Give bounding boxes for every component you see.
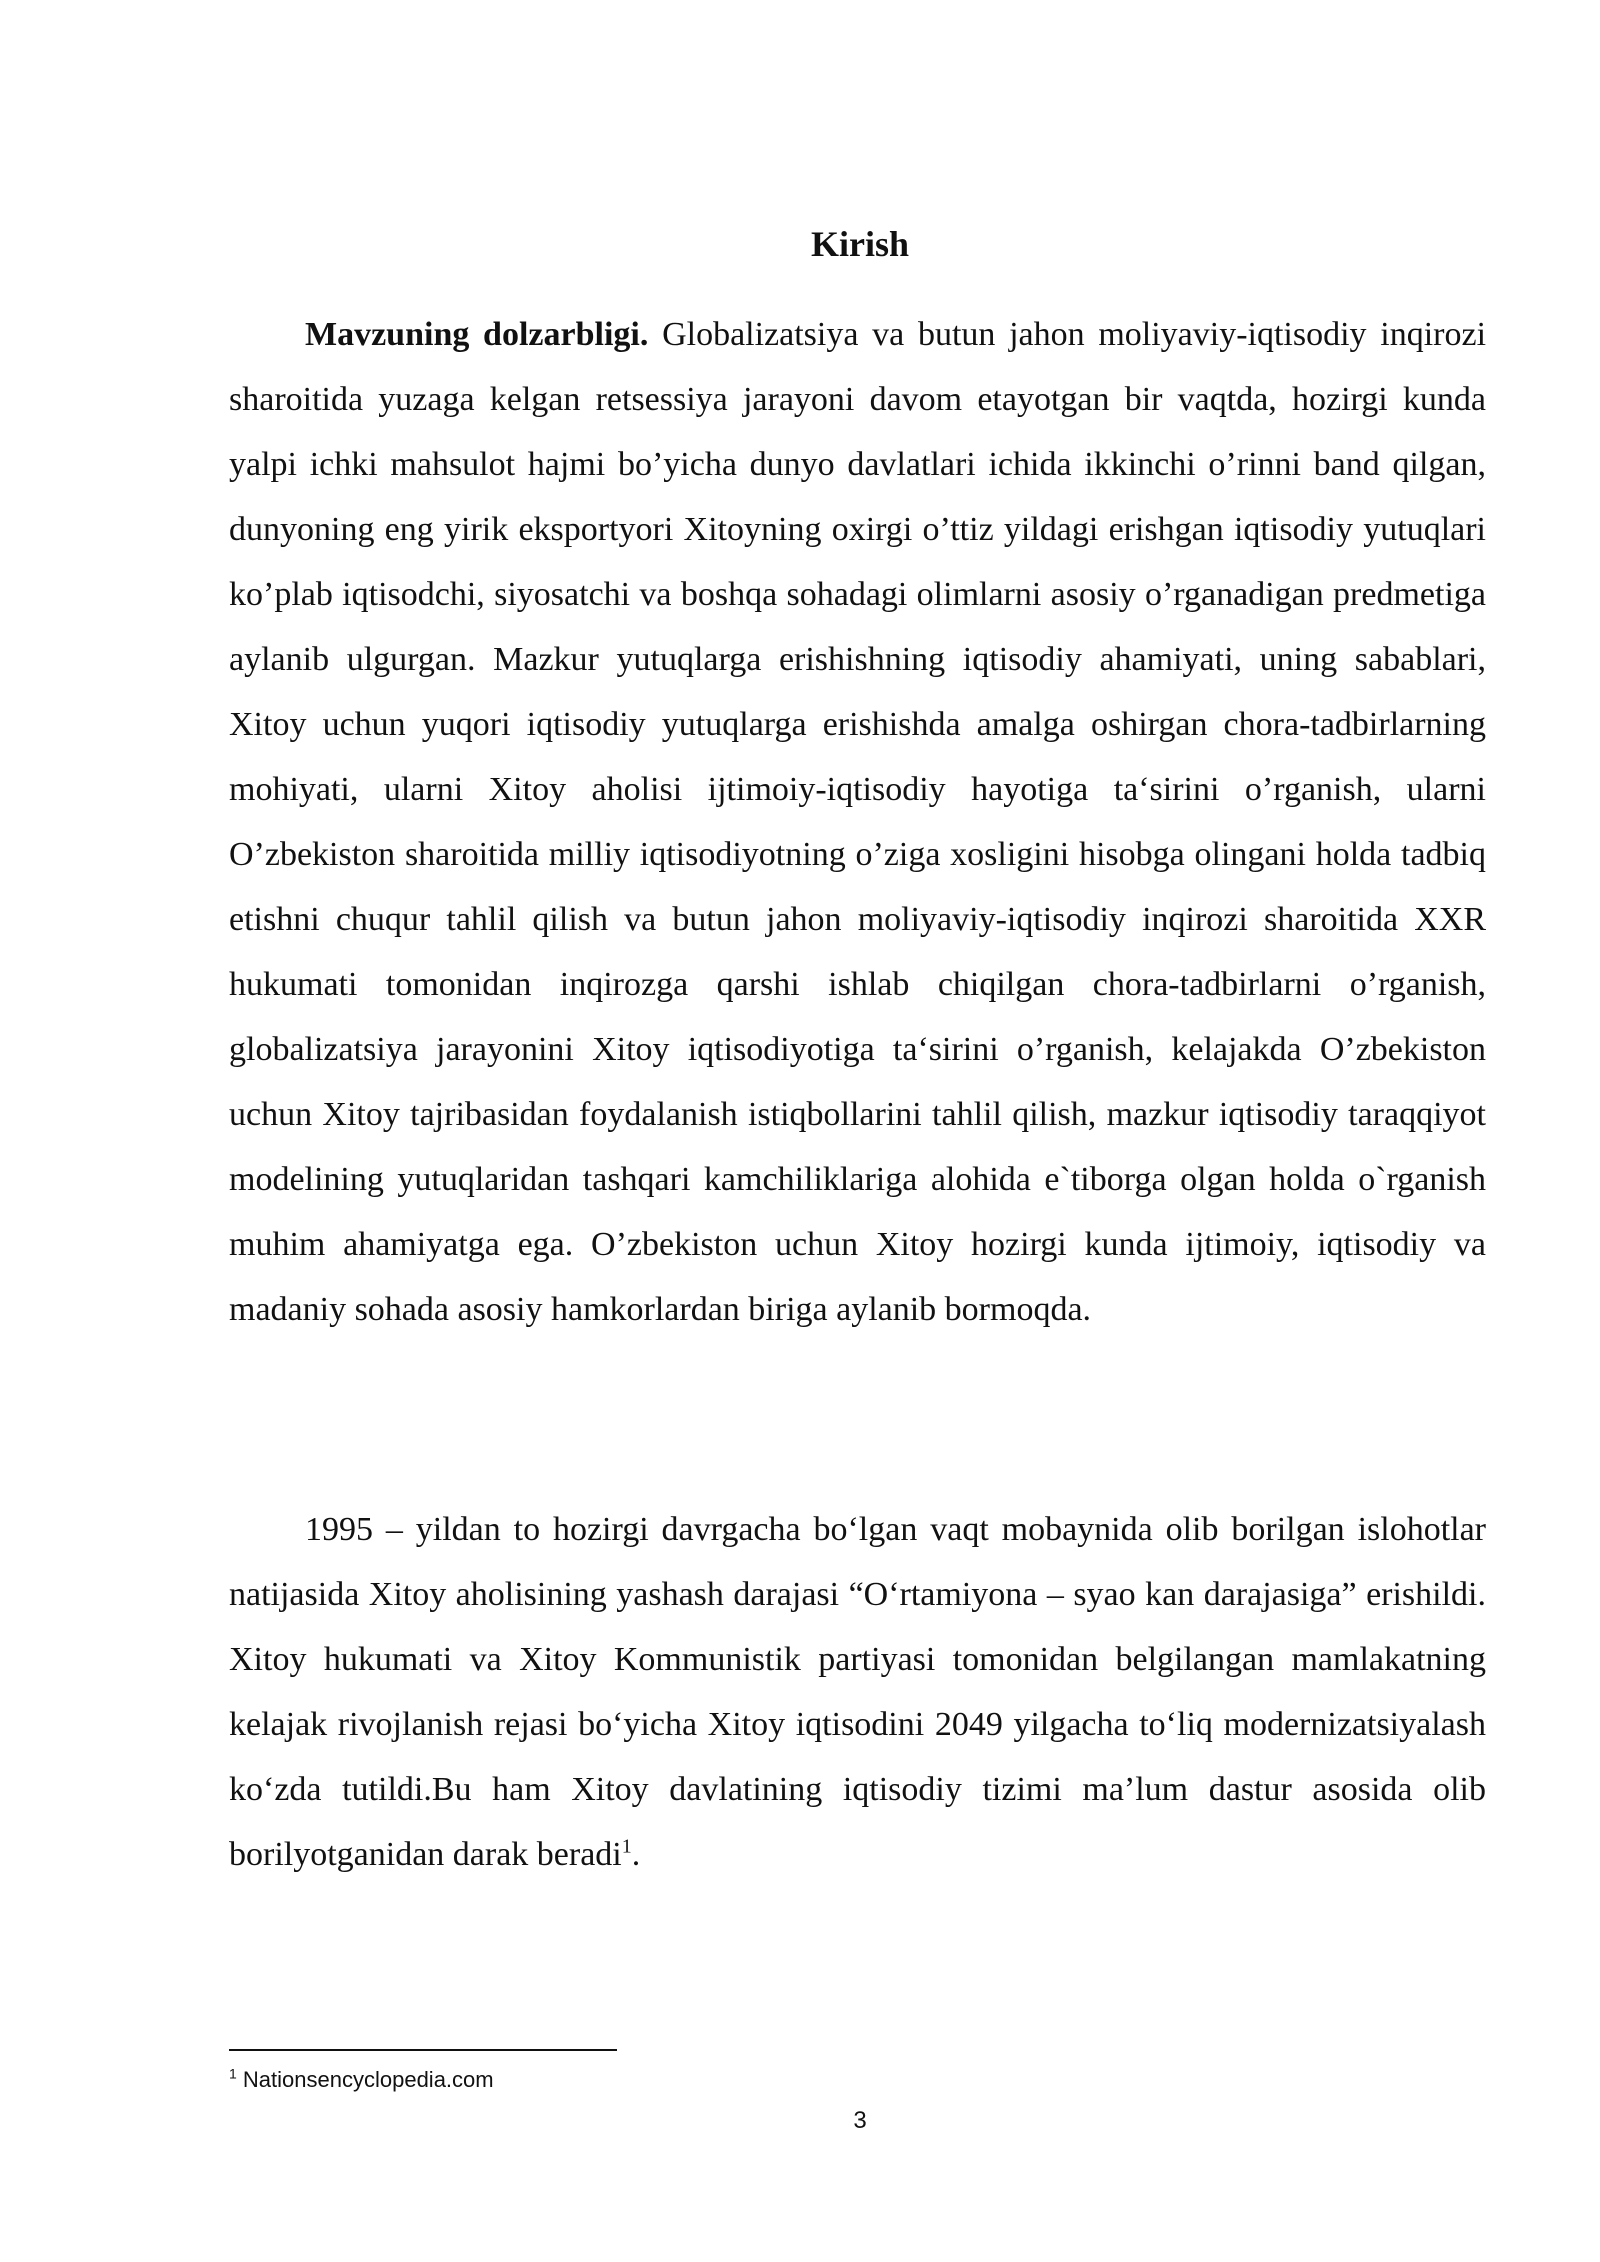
section-title: Kirish — [810, 224, 909, 264]
paragraph-relevance — [229, 302, 1486, 1342]
page-number: 3 — [853, 2107, 867, 2134]
paragraph-end-punctuation: . — [631, 1836, 641, 1873]
paragraph-body-text: Globalizatsiya va butun jahon moliyaviy-iqtisodiy inqirozi sharoitida yuzaga kelgan retsessiya jarayoni davom etayotgan bir vaqtda, hozirgi kunda yalpi ichki mahsulot hajmi bo’yicha dunyo davlatlari ichida ikkinchi o’rinni band qilgan, dunyoning eng yirik eksportyori Xitoyning oxirgi o’ttiz yildagi erishgan iqtisodiy yutuqlari ko’plab iqtisodchi, siyosatchi va boshqa sohadagi olimlarni asosiy o’rganadigan predmetiga aylanib ulgurgan. Mazkur yutuqlarga erishishning iqtisodiy ahamiyati, uning sabablari, Xitoy uchun yuqori iqtisodiy yutuqlarga erishishda amalga oshirgan chora-tadbirlarning mohiyati, ularni Xitoy aholisi ijtimoiy-iqtisodiy hayotiga ta‘sirini o’rganish, ularni O’zbekiston sharoitida milliy iqtisodiyotning o’ziga xosligini hisobga olingani holda tadbiq etishni chuqur tahlil qilish va butun jahon moliyaviy-iqtisodiy inqirozi sharoitida XXR hukumati tomonidan inqirozga qarshi ishlab chiqilgan chora-tadbirlarni o’rganish, globalizatsiya jarayonini Xitoy iqtisodiyotiga ta‘sirini o’rganish, kelajakda O’zbekiston uchun Xitoy tajribasidan foydalanish istiqbollarini tahlil qilish, mazkur iqtisodiy taraqqiyot modelining yutuqlaridan tashqari kamchiliklariga alohida e`tiborga olgan holda o`rganish muhim ahamiyatga ega. O’zbekiston uchun Xitoy hozirgi kunda ijtimoiy, iqtisodiy va madaniy sohada asosiy hamkorlardan biriga aylanib bormoqda. — [229, 316, 1487, 1328]
paragraph-reforms — [229, 1497, 1486, 1887]
footnote — [229, 2066, 494, 2094]
paragraph-body-text: 1995 – yildan to hozirgi davrgacha bo‘lgan vaqt mobaynida olib borilgan islohotlar natijasida Xitoy aholisining yashash darajasi “O‘rtamiyona – syao kan darajasiga” erishildi. Xitoy hukumati va Xitoy Kommunistik partiyasi tomonidan belgilangan mamlakatning kelajak rivojlanish rejasi bo‘yicha Xitoy iqtisodini 2049 yilgacha to‘liq modernizatsiyalash ko‘zda tutildi.Bu ham Xitoy davlatining iqtisodiy tizimi ma’lum dastur asosida olib borilyotganidan darak beradi — [229, 1511, 1486, 1873]
footnote-text: Nationsencyclopedia.com — [236, 2067, 494, 2092]
footnote-marker: 1 — [229, 2065, 237, 2082]
footnote-reference[interactable]: 1 — [621, 1835, 632, 1858]
paragraph-lead-heading: Mavzuning dolzarbligi. — [305, 316, 649, 353]
footnote-separator — [229, 2049, 617, 2051]
